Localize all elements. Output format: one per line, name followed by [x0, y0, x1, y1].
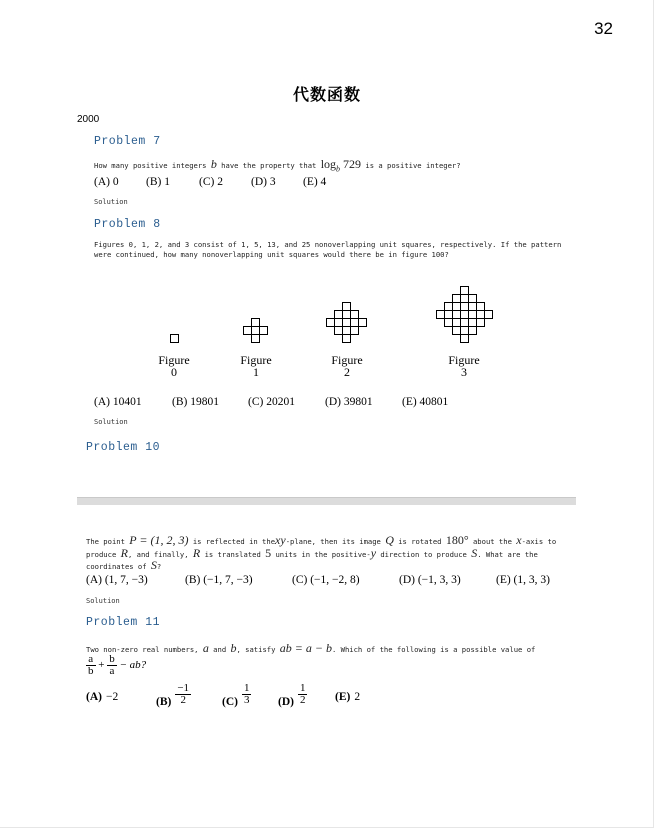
log-word: log: [320, 157, 337, 171]
unit-square: [351, 319, 359, 327]
year-heading: 2000: [77, 114, 100, 125]
choice-c: (C) 20201: [248, 396, 295, 408]
var-b: b: [210, 157, 217, 171]
problem-7-text-b: have the property that: [221, 161, 317, 170]
figure-1-squares: [244, 319, 268, 343]
problem-8-line-2: were continued, how many nonoverlapping unit squares would there be in figure 100?: [94, 250, 449, 259]
unit-square: [335, 319, 343, 327]
text: . What are the: [477, 550, 538, 559]
unit-square: [335, 311, 343, 319]
unit-square: [461, 303, 469, 311]
unit-square: [252, 319, 260, 327]
figure-0-label: [144, 354, 204, 378]
point-q: Q: [385, 533, 394, 547]
problem-7-choices: [94, 176, 394, 192]
choice-e: (E) (1, 3, 3): [496, 574, 550, 586]
figure-word: Figure: [331, 353, 363, 367]
unit-square: [461, 327, 469, 335]
problem-11-line-1: [86, 641, 535, 656]
point-r: R: [192, 546, 201, 560]
var-a: a: [202, 641, 209, 655]
problem-11-choices: [86, 683, 386, 713]
problem-8-line-1: Figures 0, 1, 2, and 3 consist of 1, 5, 13, and 25 nonoverlapping unit squares, respectively. If the pattern: [94, 240, 562, 249]
unit-square: [335, 327, 343, 335]
unit-square: [461, 295, 469, 303]
choice-letter: (A): [86, 691, 102, 703]
unit-square: [477, 319, 485, 327]
text: is rotated: [398, 537, 442, 546]
text: Two non-zero real numbers,: [86, 645, 199, 654]
unit-square: [252, 327, 260, 335]
choice-b: (B) 19801: [172, 396, 219, 408]
log-arg: 729: [343, 157, 362, 171]
x-var: x: [516, 533, 522, 547]
choice-d: [278, 682, 307, 709]
choice-letter: (E): [335, 691, 351, 703]
unit-square: [469, 319, 477, 327]
choice-a: (A) (1, 7, −3): [86, 574, 148, 586]
number-5: 5: [265, 546, 272, 560]
expression-tail: − ab?: [119, 659, 147, 672]
unit-square: [252, 335, 260, 343]
unit-square: [343, 319, 351, 327]
unit-square: [453, 311, 461, 319]
fraction-a-over-b: [86, 654, 96, 677]
point-p: P = (1, 2, 3): [129, 533, 189, 547]
unit-square: [461, 287, 469, 295]
text: , satisfy: [236, 645, 276, 654]
point-r: R: [120, 546, 128, 560]
problem-10-line-3: [86, 558, 161, 573]
unit-square: [244, 327, 252, 335]
unit-square: [453, 295, 461, 303]
unit-square: [461, 311, 469, 319]
figure-0-squares: [171, 335, 179, 343]
figure-pattern-diagram: [0, 270, 654, 350]
figure-number: 2: [344, 365, 350, 379]
unit-square: [445, 319, 453, 327]
unit-square: [437, 311, 445, 319]
text: direction to produce: [380, 550, 467, 559]
problem-7-text-c: is a positive integer?: [365, 161, 461, 170]
choice-value: −2: [105, 691, 119, 703]
unit-square: [351, 311, 359, 319]
text: . Which of the following is a possible value of: [331, 645, 536, 654]
unit-square: [469, 311, 477, 319]
choice-b: [156, 682, 191, 709]
choice-c: [222, 682, 251, 709]
point-s: S: [471, 546, 478, 560]
choice-fraction: [242, 683, 252, 706]
problem-8-heading[interactable]: Problem 8: [94, 218, 161, 231]
figure-word: Figure: [158, 353, 190, 367]
degrees: 180°: [445, 533, 469, 547]
log-base: b: [336, 164, 341, 174]
text: about the: [472, 537, 512, 546]
figure-3-squares: [437, 287, 493, 343]
problem-7-text: [94, 157, 461, 173]
text: The point: [86, 537, 125, 546]
unit-square: [359, 319, 367, 327]
choice-c: (C) (−1, −2, 8): [292, 574, 360, 586]
problem-11-heading[interactable]: Problem 11: [86, 616, 161, 629]
choice-value: 2: [354, 691, 361, 703]
point-s: S: [150, 558, 157, 572]
problem-10-heading[interactable]: Problem 10: [86, 441, 161, 454]
unit-square: [445, 303, 453, 311]
unit-square: [477, 311, 485, 319]
problem-8-solution-link[interactable]: Solution: [94, 418, 128, 426]
numerator: 1: [243, 682, 250, 694]
choice-e: (E) 4: [303, 176, 327, 188]
choice-a: (A) 10401: [94, 396, 142, 408]
unit-square: [453, 327, 461, 335]
problem-7-solution-link[interactable]: Solution: [94, 198, 128, 206]
problem-7-heading[interactable]: Problem 7: [94, 135, 161, 148]
log-expression: [320, 157, 362, 174]
denominator: 2: [299, 694, 306, 706]
choice-c: (C) 2: [199, 176, 223, 188]
denominator: a: [109, 665, 115, 677]
fraction-b-over-a: [107, 654, 117, 677]
choice-d: (D) (−1, 3, 3): [399, 574, 461, 586]
page-number: 32: [594, 19, 613, 38]
var-b: b: [230, 641, 237, 655]
page-divider: [77, 497, 576, 505]
figure-number: 3: [461, 365, 467, 379]
unit-square: [477, 303, 485, 311]
choice-e: [335, 691, 360, 703]
choice-a: [86, 691, 118, 703]
unit-square: [461, 335, 469, 343]
unit-square: [469, 303, 477, 311]
figure-2-squares: [327, 303, 367, 343]
unit-square: [461, 319, 469, 327]
text: produce: [86, 550, 117, 559]
unit-square: [351, 327, 359, 335]
choice-letter: (C): [222, 696, 238, 709]
unit-square: [453, 303, 461, 311]
unit-square: [343, 335, 351, 343]
choice-a: (A) 0: [94, 176, 119, 188]
choice-e: (E) 40801: [402, 396, 449, 408]
denominator: b: [88, 665, 94, 677]
equation: ab = a − b: [279, 641, 332, 655]
denominator: 3: [243, 694, 250, 706]
y-var: y: [370, 546, 377, 560]
text: , and finally,: [127, 550, 189, 559]
choice-b: (B) (−1, 7, −3): [185, 574, 253, 586]
figure-number: 1: [253, 365, 259, 379]
choice-fraction: [298, 683, 308, 706]
figure-3-label: [434, 354, 494, 378]
choice-letter: (B): [156, 696, 172, 709]
choice-letter: (D): [278, 696, 294, 709]
numerator: a: [86, 654, 96, 666]
page-title: 代数函数: [292, 87, 361, 104]
figure-word: Figure: [240, 353, 272, 367]
text: units in the positive-: [275, 550, 371, 559]
unit-square: [453, 319, 461, 327]
unit-square: [343, 303, 351, 311]
numerator: 1: [299, 682, 306, 694]
choice-d: (D) 39801: [325, 396, 373, 408]
text: is reflected in the: [192, 537, 276, 546]
figure-2-label: [317, 354, 377, 378]
problem-10-choices: [86, 574, 566, 590]
unit-square: [171, 335, 179, 343]
numerator: −1: [177, 682, 190, 694]
problem-11-expression: [86, 654, 146, 677]
unit-square: [343, 327, 351, 335]
unit-square: [485, 311, 493, 319]
numerator: b: [109, 653, 115, 665]
problem-10-solution-link[interactable]: Solution: [86, 597, 120, 605]
choice-b: (B) 1: [146, 176, 170, 188]
text: and: [213, 645, 227, 654]
text: -axis to: [521, 537, 557, 546]
unit-square: [469, 295, 477, 303]
figure-number: 0: [171, 365, 177, 379]
choice-d: (D) 3: [251, 176, 276, 188]
problem-7-text-a: How many positive integers: [94, 161, 207, 170]
problem-8-choices: [94, 396, 494, 412]
xy-var: xy: [275, 533, 286, 547]
denominator: 2: [180, 694, 186, 706]
unit-square: [469, 327, 477, 335]
figure-1-label: [226, 354, 286, 378]
text: coordinates of: [86, 562, 147, 571]
figure-word: Figure: [448, 353, 480, 367]
unit-square: [260, 327, 268, 335]
plus-sign: +: [98, 659, 105, 672]
unit-square: [343, 311, 351, 319]
text: is translated: [204, 550, 261, 559]
text: ?: [156, 562, 162, 571]
unit-square: [327, 319, 335, 327]
unit-square: [445, 311, 453, 319]
choice-fraction: [175, 683, 191, 706]
text: -plane, then its image: [285, 537, 381, 546]
